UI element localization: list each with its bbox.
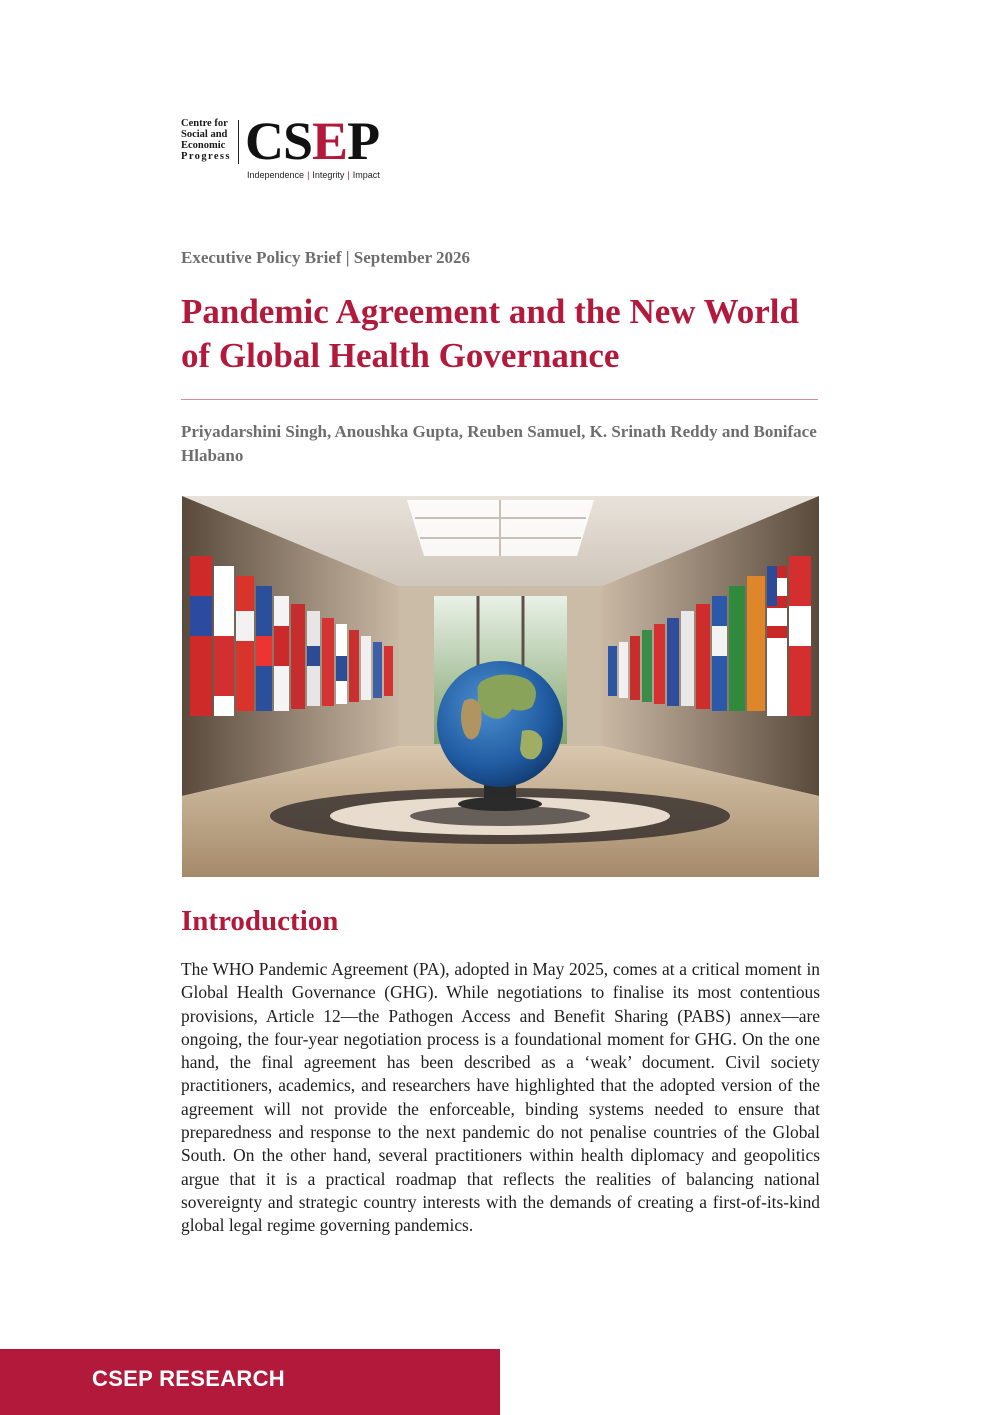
logo-mark-prefix: CS bbox=[245, 111, 313, 171]
logo-tagline bbox=[247, 170, 380, 180]
document-title: Pandemic Agreement and the New World of Global Health Governance bbox=[181, 292, 799, 375]
title-divider bbox=[181, 399, 818, 400]
tagline-word: Impact bbox=[352, 170, 380, 180]
logo-org-line: Social and bbox=[181, 129, 228, 140]
hero-image bbox=[182, 496, 819, 877]
csep-logo bbox=[181, 111, 401, 184]
tagline-separator: | bbox=[347, 170, 350, 180]
section-heading-introduction: Introduction bbox=[181, 905, 339, 937]
tagline-separator: | bbox=[307, 170, 310, 180]
logo-mark-accent: E bbox=[312, 111, 348, 171]
hall-of-flags-illustration bbox=[182, 496, 819, 877]
logo-divider bbox=[238, 120, 239, 164]
footer-label: CSEP RESEARCH bbox=[92, 1366, 285, 1391]
logo-wordmark bbox=[245, 111, 380, 171]
logo-org-name bbox=[181, 118, 237, 162]
footer-band bbox=[0, 1349, 500, 1415]
logo-org-line: Centre for bbox=[181, 118, 228, 129]
tagline-word: Integrity bbox=[312, 170, 345, 180]
logo-mark-suffix: P bbox=[347, 111, 380, 171]
tagline-word: Independence bbox=[247, 170, 305, 180]
author-list: Priyadarshini Singh, Anoushka Gupta, Reuben Samuel, K. Srinath Reddy and Boniface Hlabano bbox=[181, 422, 817, 465]
introduction-paragraph: The WHO Pandemic Agreement (PA), adopted in May 2025, comes at a critical moment in Global Health Governance (GHG). While negotiations to finalise its most contentious provisions, Article 12—the Pathogen Access and Benefit Sharing (PABS) annex—are ongoing, the four-year negotiation process is a foundational moment for GHG. On the one hand, the final agreement has been described as a ‘weak’ document. Civil society practitioners, academics, and researchers have highlighted that the adopted version of the agreement will not provide the enforceable, binding systems needed to ensure that preparedness and response to the next pandemic do not penalise countries of the Global South. On the other hand, several practitioners within health diplomacy and geopolitics argue that it is a practical roadmap that reflects the realities of balancing national sovereignty and strategic country interests with the demands of creating a first-of-its-kind global legal regime governing pandemics. bbox=[181, 959, 820, 1236]
logo-org-line: Economic bbox=[181, 140, 226, 151]
brief-meta: Executive Policy Brief | September 2026 bbox=[181, 248, 471, 267]
logo-org-line: Progress bbox=[181, 151, 231, 162]
